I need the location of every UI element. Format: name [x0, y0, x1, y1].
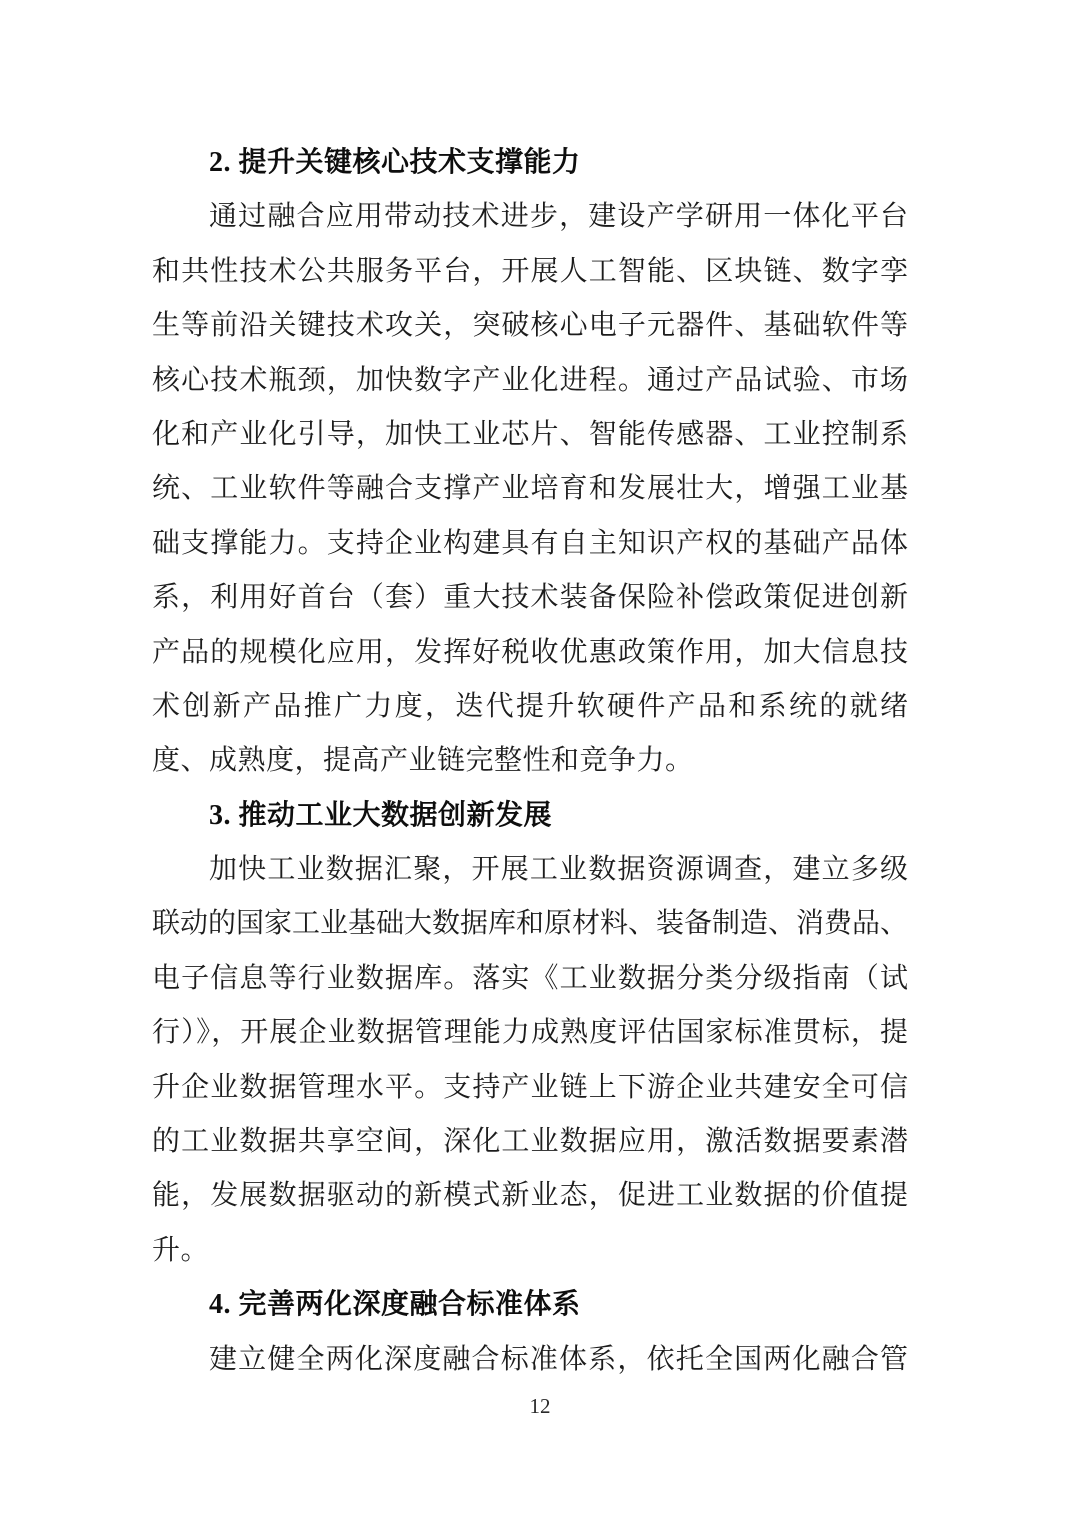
text-line: 系，利用好首台（套）重大技术装备保险补偿政策促进创新: [152, 582, 908, 614]
text-line: 通过融合应用带动技术进步，建设产学研用一体化平台: [209, 201, 908, 233]
text-line: 化和产业化引导，加快工业芯片、智能传感器、工业控制系: [152, 418, 908, 450]
text-line: 升企业数据管理水平。支持产业链上下游企业共建安全可信: [152, 1071, 908, 1103]
text-line: 础支撑能力。支持企业构建具有自主知识产权的基础产品体: [152, 527, 908, 559]
text-line: 建立健全两化深度融合标准体系，依托全国两化融合管: [209, 1343, 908, 1375]
text-line: 术创新产品推广力度，迭代提升软硬件产品和系统的就绪: [152, 690, 908, 722]
page-number-label: 12: [529, 1394, 551, 1418]
section-heading: 2. 提升关键核心技术支撑能力: [209, 147, 581, 178]
text-line: 核心技术瓶颈，加快数字产业化进程。通过产品试验、市场: [152, 364, 908, 396]
text-line: 能，发展数据驱动的新模式新业态，促进工业数据的价值提: [152, 1180, 908, 1212]
document-body: [152, 136, 908, 1387]
text-line: 生等前沿关键技术攻关，突破核心电子元器件、基础软件等: [152, 310, 908, 342]
text-line: 的工业数据共享空间，深化工业数据应用，激活数据要素潜: [152, 1126, 908, 1158]
section-heading: 4. 完善两化深度融合标准体系: [209, 1289, 581, 1321]
text-line: 联动的国家工业基础大数据库和原材料、装备制造、消费品、: [152, 908, 909, 940]
text-line: 加快工业数据汇聚，开展工业数据资源调查，建立多级: [209, 854, 908, 886]
page-footer: [0, 1394, 1080, 1419]
text-line: 度、成熟度，提高产业链完整性和竞争力。: [152, 745, 694, 777]
text-line: 和共性技术公共服务平台，开展人工智能、区块链、数字孪: [152, 255, 908, 287]
section-heading: 3. 推动工业大数据创新发展: [209, 799, 553, 831]
text-line: 行）》，开展企业数据管理能力成熟度评估国家标准贯标，提: [152, 1017, 908, 1049]
text-line: 统、工业软件等融合支撑产业培育和发展壮大，增强工业基: [152, 473, 908, 505]
text-line: 升。: [152, 1234, 210, 1266]
text-line: 电子信息等行业数据库。落实《工业数据分类分级指南（试: [152, 962, 908, 994]
text-line: 产品的规模化应用，发挥好税收优惠政策作用，加大信息技: [152, 636, 908, 668]
